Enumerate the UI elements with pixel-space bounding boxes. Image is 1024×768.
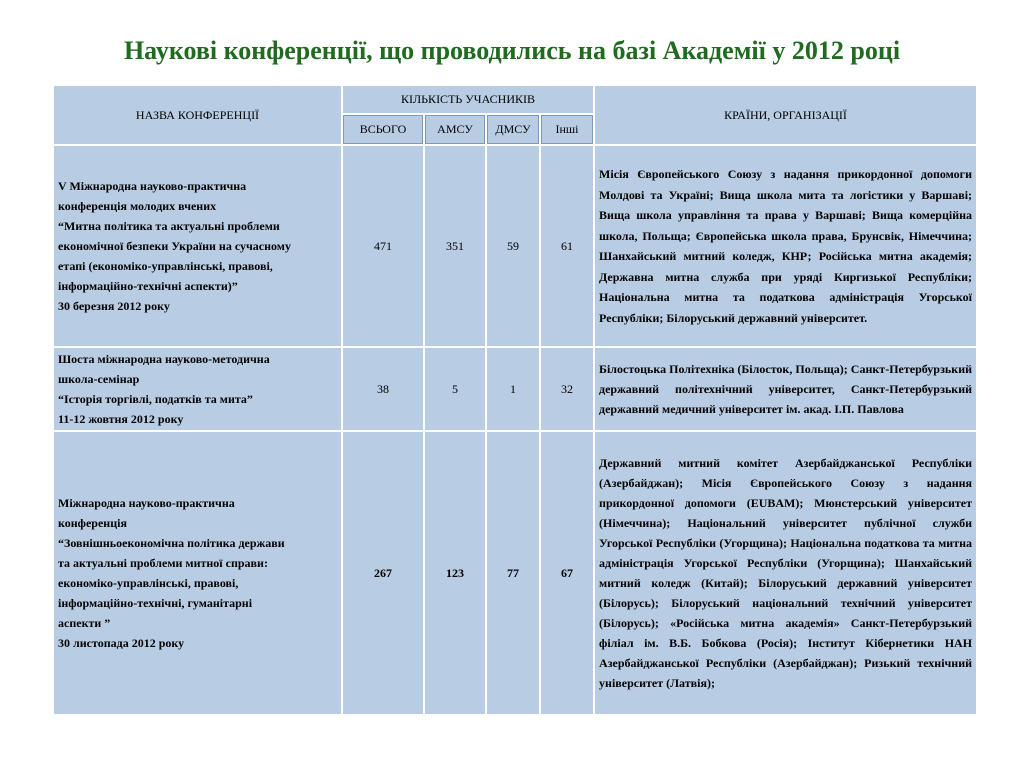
header-row bbox=[54, 86, 976, 113]
conference-name-line: Міжнародна науково-практична bbox=[58, 496, 235, 510]
total-count-cell: 471 bbox=[343, 146, 423, 346]
conference-name-line: та актуальні проблеми митної справи: bbox=[58, 556, 268, 570]
conference-date: 30 березня 2012 року bbox=[58, 299, 170, 313]
conference-name-line: “Зовнішньоекономічна політика держави bbox=[58, 536, 285, 550]
page-title: Наукові конференції, що проводились на базі Академії у 2012 році bbox=[123, 36, 901, 65]
table-row bbox=[54, 432, 976, 714]
conference-name-line: школа-семінар bbox=[58, 372, 140, 386]
header-participants-count: КІЛЬКІСТЬ УЧАСНИКІВ bbox=[343, 86, 593, 113]
conference-name-line: конференція молодих вчених bbox=[58, 199, 217, 213]
conferences-table bbox=[52, 84, 978, 716]
header-countries-organizations: КРАЇНИ, ОРГАНІЗАЦІЇ bbox=[595, 86, 976, 144]
subheader-amsu: АМСУ bbox=[425, 115, 485, 144]
dmsu-count-cell: 59 bbox=[487, 146, 539, 346]
conference-name-cell bbox=[54, 146, 341, 346]
total-count-cell: 267 bbox=[343, 432, 423, 714]
other-count-cell: 61 bbox=[541, 146, 593, 346]
conference-name-line: конференція bbox=[58, 516, 127, 530]
conference-name-line: “Митна політика та актуальні проблеми bbox=[58, 219, 280, 233]
conference-date: 30 листопада 2012 року bbox=[58, 636, 185, 650]
conference-name-line: інформаційно-технічні аспекти)” bbox=[58, 279, 238, 293]
dmsu-count-cell: 77 bbox=[487, 432, 539, 714]
subheader-dmsu: ДМСУ bbox=[487, 115, 539, 144]
dmsu-count-cell: 1 bbox=[487, 348, 539, 430]
amsu-count-cell: 351 bbox=[425, 146, 485, 346]
conference-name-cell bbox=[54, 432, 341, 714]
conference-name-line: етапі (економіко-управлінські, правові, bbox=[58, 259, 273, 273]
conference-name-line: “Історія торгівлі, податків та мита” bbox=[58, 392, 253, 406]
table-row bbox=[54, 348, 976, 430]
conference-name-line: економіко-управлінські, правові, bbox=[58, 576, 239, 590]
conference-date: 11-12 жовтня 2012 року bbox=[58, 412, 184, 426]
conference-name-line: аспекти ” bbox=[58, 616, 111, 630]
subheader-total: ВСЬОГО bbox=[343, 115, 423, 144]
countries-cell: Місія Європейського Союзу з надання прикордонної допомоги Молдові та Україні; Вища школа мита та логістики у Варшаві; Вища школа управління та права у Варшаві; Вища комерційна школа, Польща; Європейська школа права, Брунсвік, Німеччина; Шанхайський митний коледж, КНР; Російська митна академія; Державна митна служба при уряді Киргизької Республіки; Національна митна та податкова адміністрація Угорської Республіки; Білоруський державний університет. bbox=[595, 146, 976, 346]
subheader-other: Інші bbox=[541, 115, 593, 144]
amsu-count-cell: 5 bbox=[425, 348, 485, 430]
header-conference-name: НАЗВА КОНФЕРЕНЦІЇ bbox=[54, 86, 341, 144]
conference-name-line: інформаційно-технічні, гуманітарні bbox=[58, 596, 253, 610]
conference-name-cell bbox=[54, 348, 341, 430]
conference-name-line: економічної безпеки України на сучасному bbox=[58, 239, 291, 253]
countries-cell: Білостоцька Політехніка (Білосток, Польща); Санкт-Петербурзький державний політехнічний університет, Санкт-Петербурзький державний медичний університет ім. акад. І.П. Павлова bbox=[595, 348, 976, 430]
amsu-count-cell: 123 bbox=[425, 432, 485, 714]
total-count-cell: 38 bbox=[343, 348, 423, 430]
other-count-cell: 67 bbox=[541, 432, 593, 714]
table-row bbox=[54, 146, 976, 346]
other-count-cell: 32 bbox=[541, 348, 593, 430]
conference-name-line: V Міжнародна науково-практична bbox=[58, 179, 247, 193]
countries-cell: Державний митний комітет Азербайджанської Республіки (Азербайджан); Місія Європейського Союзу з надання прикордонної допомоги (EUBAM); Мюнстерський університет (Німеччина); Національний університет публічної служби Угорської Республіки (Угорщина); Національна податкова та митна адміністрація Угорської Республіки (Угорщина); Шанхайський митний коледж (Китай); Білоруський державний університет (Білорусь); Білоруський національний технічний університет (Білорусь); «Російська митна академія» Санкт-Петербурзький філіал ім. В.Б. Бобкова (Росія); Інститут Кібернетики НАН Азербайджанської Республіки (Азербайджан); Ризький технічний університет (Латвія); bbox=[595, 432, 976, 714]
conference-name-line: Шоста міжнародна науково-методична bbox=[58, 352, 270, 366]
